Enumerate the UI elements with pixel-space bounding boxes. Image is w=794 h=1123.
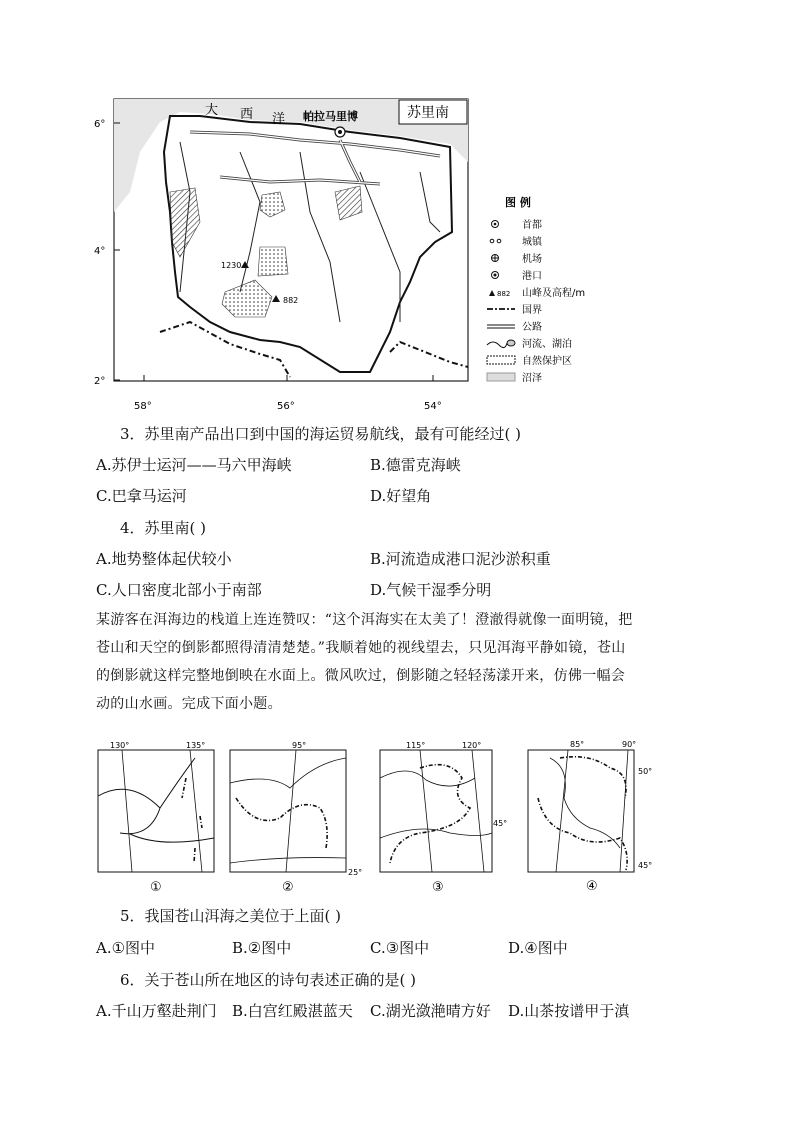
q6-option-a[interactable]: A.千山万壑赴荆门	[96, 1002, 217, 1020]
q6-option-c[interactable]: C.湖光潋滟晴方好	[370, 1002, 491, 1020]
tick-label: 90°	[622, 740, 637, 749]
suriname-map	[94, 92, 480, 417]
lat-label: 2°	[94, 376, 106, 387]
lon-label: 56°	[277, 401, 295, 412]
legend-peak-value: 882	[497, 290, 511, 298]
tick-label: 115°	[406, 741, 426, 750]
reserve-symbol	[487, 356, 515, 364]
passage-line: 的倒影就这样完整地倒映在水面上。微风吹过，倒影随之轻轻荡漾开来，仿佛一幅会	[96, 668, 626, 684]
peak-symbol	[489, 290, 495, 296]
small-map-1	[98, 741, 214, 895]
legend-item: 公路	[522, 322, 542, 333]
q3-option-d[interactable]: D.好望角	[370, 487, 432, 505]
tick-label: 50°	[638, 767, 653, 776]
question-5-stem: 5．我国苍山洱海之美位于上面( )	[120, 907, 342, 925]
port-symbol	[494, 274, 497, 277]
question-6-stem: 6．关于苍山所在地区的诗句表述正确的是( )	[120, 971, 417, 989]
q6-option-d[interactable]: D.山茶按谱甲于滇	[508, 1002, 630, 1020]
tick-label: 45°	[493, 819, 508, 828]
q4-option-b[interactable]: B.河流造成港口泥沙淤积重	[370, 550, 551, 568]
ocean-label: 西	[240, 107, 254, 122]
legend-svg	[485, 195, 595, 395]
tick-label: 25°	[348, 868, 363, 877]
capital-marker-dot	[338, 130, 342, 134]
q6-option-b[interactable]: B.白宫红殿湛蓝天	[232, 1002, 353, 1020]
tick-label: 95°	[292, 741, 307, 750]
reserve-area	[258, 247, 288, 276]
legend-item: 自然保护区	[522, 356, 572, 367]
q5-option-a[interactable]: A.①图中	[96, 939, 156, 957]
passage-line: 某游客在洱海边的栈道上连连赞叹：“这个洱海实在太美了！澄澈得就像一面明镜，把	[96, 612, 633, 628]
town-symbol	[497, 239, 501, 243]
small-maps-svg	[90, 738, 670, 898]
q4-option-c[interactable]: C.人口密度北部小于南部	[96, 581, 262, 599]
legend-item: 山峰及高程/m	[522, 288, 586, 299]
passage-line: 动的山水画。完成下面小题。	[96, 696, 282, 712]
question-4-stem: 4．苏里南( )	[120, 519, 207, 537]
q3-option-b[interactable]: B.德雷克海峡	[370, 456, 461, 474]
q4-option-d[interactable]: D.气候干湿季分明	[370, 581, 492, 599]
peak-label: 1230	[221, 261, 242, 270]
capital-label: 帕拉马里博	[303, 110, 358, 123]
small-map-4	[528, 740, 652, 894]
map-label: ③	[432, 880, 444, 895]
legend-item: 沼泽	[522, 373, 542, 384]
q3-option-a[interactable]: A.苏伊士运河——马六甲海峡	[96, 456, 292, 474]
tick-label: 120°	[462, 741, 482, 750]
tick-label: 130°	[110, 741, 130, 750]
lat-label: 6°	[94, 119, 106, 130]
tick-label: 135°	[186, 741, 206, 750]
question-3-stem: 3．苏里南产品出口到中国的海运贸易航线，最有可能经过( )	[120, 425, 522, 443]
q4-option-a[interactable]: A.地势整体起伏较小	[96, 550, 232, 568]
small-map-2	[230, 741, 362, 895]
legend-item: 机场	[522, 254, 542, 265]
q3-option-c[interactable]: C.巴拿马运河	[96, 487, 187, 505]
legend-title: 图 例	[505, 196, 531, 209]
map-label: ④	[586, 879, 598, 894]
lon-label: 54°	[424, 401, 442, 412]
tick-label: 85°	[570, 740, 585, 749]
small-maps	[90, 738, 670, 898]
map-label: ②	[282, 880, 294, 895]
lon-label: 58°	[134, 401, 152, 412]
passage-line: 苍山和天空的倒影都照得清清楚楚。”我顺着她的视线望去，只见洱海平静如镜，苍山	[96, 640, 626, 656]
ocean-label: 大	[205, 103, 219, 118]
peak-label: 882	[283, 296, 299, 305]
passage	[96, 610, 706, 722]
map-label: ①	[150, 880, 162, 895]
q5-option-c[interactable]: C.③图中	[370, 939, 430, 957]
suriname-map-svg	[94, 92, 480, 417]
map-legend	[485, 195, 595, 395]
map-title: 苏里南	[407, 105, 449, 121]
small-map-3	[380, 741, 507, 895]
legend-item: 港口	[522, 271, 542, 282]
legend-item: 国界	[522, 305, 542, 316]
road-symbol	[487, 325, 515, 328]
tick-label: 45°	[638, 861, 653, 870]
legend-item: 首都	[522, 220, 542, 231]
river-lake-symbol	[507, 340, 515, 346]
lat-label: 4°	[94, 246, 106, 257]
q5-option-b[interactable]: B.②图中	[232, 939, 292, 957]
swamp-symbol	[487, 373, 515, 381]
legend-item: 河流、湖泊	[522, 339, 572, 350]
q5-option-d[interactable]: D.④图中	[508, 939, 568, 957]
legend-item: 城镇	[522, 237, 542, 248]
ocean-label: 洋	[272, 112, 286, 127]
